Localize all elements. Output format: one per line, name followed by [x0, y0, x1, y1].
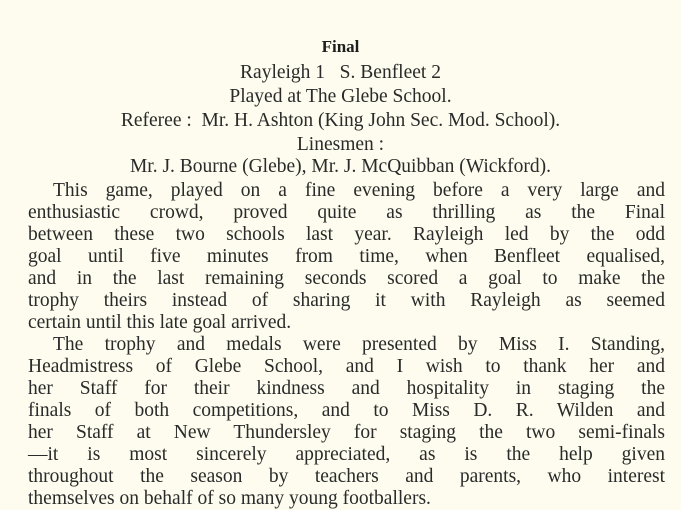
referee-line: Referee : Mr. H. Ashton (King John Sec. Mod. School). — [120, 110, 561, 131]
match-venue: Played at The Glebe School. — [229, 86, 452, 107]
paragraph-line: between these two schools last year. Rayleigh led by the odd — [28, 224, 665, 245]
paragraph-line: This game, played on a fine evening before a very large and — [53, 180, 665, 201]
linesmen-label: Linesmen : — [296, 134, 385, 155]
paragraph-line: —it is most sincerely appreciated, as is the help given — [28, 444, 665, 465]
paragraph-line: goal until five minutes from time, when Benfleet equalised, — [28, 246, 665, 267]
paragraph-line: and in the last remaining seconds scored a goal to make the — [28, 268, 665, 289]
paragraph-line: throughout the season by teachers and parents, who interest — [28, 466, 665, 487]
linesmen-names: Mr. J. Bourne (Glebe), Mr. J. McQuibban (Wickford). — [129, 156, 552, 177]
section-heading: Final — [321, 37, 360, 56]
paragraph-line: themselves on behalf of so many young footballers. — [28, 488, 431, 509]
match-result: Rayleigh 1 S. Benfleet 2 — [240, 62, 441, 83]
paragraph-line: The trophy and medals were presented by Miss I. Standing, — [53, 334, 665, 355]
paragraph-line: enthusiastic crowd, proved quite as thrilling as the Final — [28, 202, 665, 223]
paragraph-line: certain until this late goal arrived. — [28, 312, 292, 333]
paragraph-line: her Staff for their kindness and hospitality in staging the — [28, 378, 665, 399]
paragraph-line: finals of both competitions, and to Miss D. R. Wilden and — [28, 400, 665, 421]
paragraph-line: trophy theirs instead of sharing it with Rayleigh as seemed — [28, 290, 665, 311]
paragraph-line: Headmistress of Glebe School, and I wish to thank her and — [28, 356, 665, 377]
paragraph-line: her Staff at New Thundersley for staging the two semi-finals — [28, 422, 665, 443]
